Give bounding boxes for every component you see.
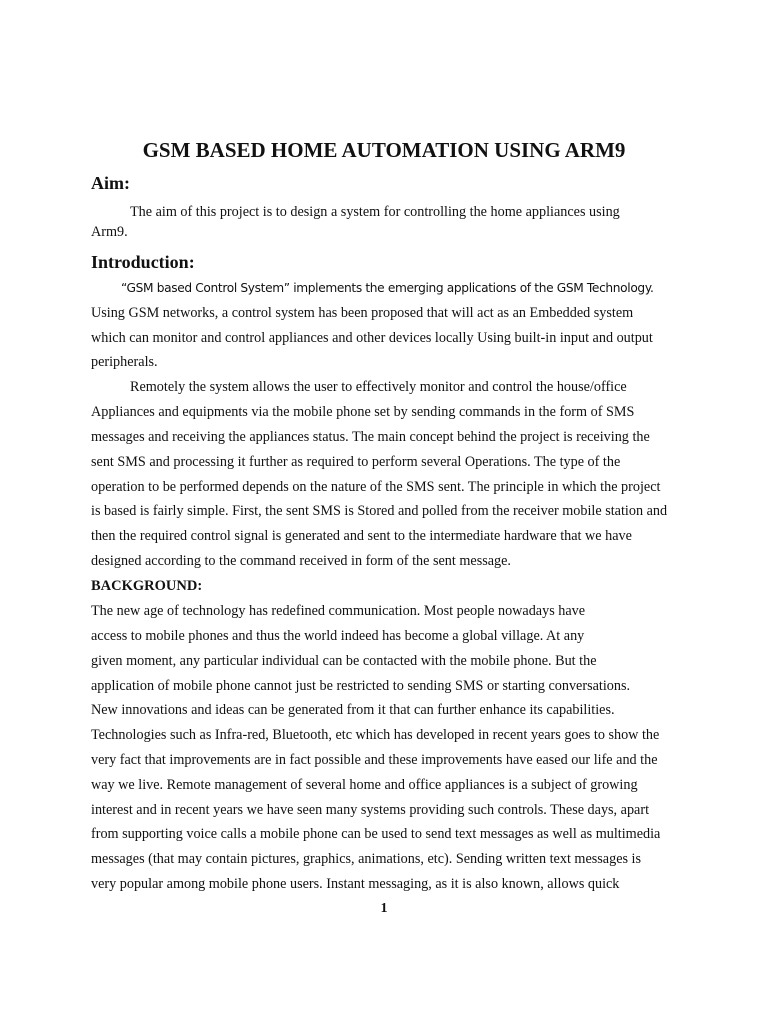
introduction-line: Using GSM networks, a control system has been proposed that will act as an Embedded system [91, 305, 634, 321]
background-line: The new age of technology has redefined communication. Most people nowadays have [91, 603, 586, 619]
background-line: from supporting voice calls a mobile phone can be used to send text messages as well as multimedia [91, 826, 661, 842]
introduction-line: then the required control signal is generated and sent to the intermediate hardware that we have [91, 528, 632, 544]
aim-heading: Aim: [91, 173, 130, 193]
aim-line: Arm9. [91, 224, 128, 240]
page-number: 1 [380, 901, 388, 916]
introduction-line: Remotely the system allows the user to effectively monitor and control the house/office [130, 379, 627, 395]
background-line: given moment, any particular individual can be contacted with the mobile phone. But the [91, 653, 597, 669]
introduction-line: Appliances and equipments via the mobile phone set by sending commands in the form of SMS [91, 404, 635, 420]
introduction-line: operation to be performed depends on the nature of the SMS sent. The principle in which the project [91, 479, 661, 495]
introduction-line: is based is fairly simple. First, the sent SMS is Stored and polled from the receiver mobile station and [91, 503, 668, 519]
background-line: Technologies such as Infra-red, Bluetooth, etc which has developed in recent years goes to show the [91, 727, 660, 743]
background-line: New innovations and ideas can be generated from it that can further enhance its capabilities. [91, 702, 615, 718]
background-line: interest and in recent years we have seen many systems providing such controls. These days, apart [91, 802, 650, 818]
background-heading: BACKGROUND: [91, 578, 203, 594]
background-line: access to mobile phones and thus the world indeed has become a global village. At any [91, 628, 585, 644]
background-line: application of mobile phone cannot just be restricted to sending SMS or starting conversations. [91, 678, 631, 694]
document-title: GSM BASED HOME AUTOMATION USING ARM9 [142, 138, 626, 162]
introduction-line: peripherals. [91, 354, 158, 370]
introduction-line: designed according to the command received in form of the sent message. [91, 553, 511, 569]
background-line: very fact that improvements are in fact possible and these improvements have eased our life and the [91, 752, 658, 768]
aim-line: The aim of this project is to design a system for controlling the home appliances using [130, 204, 620, 220]
background-line: messages (that may contain pictures, graphics, animations, etc). Sending written text messages is [91, 851, 642, 867]
background-line: way we live. Remote management of several home and office appliances is a subject of growing [91, 777, 638, 793]
introduction-line: sent SMS and processing it further as required to perform several Operations. The type of the [91, 454, 621, 470]
introduction-line: “GSM based Control System” implements the emerging applications of the GSM Technology. [121, 281, 654, 295]
background-line: very popular among mobile phone users. Instant messaging, as it is also known, allows quick [91, 876, 620, 892]
introduction-line: messages and receiving the appliances status. The main concept behind the project is receiving the [91, 429, 650, 445]
introduction-heading: Introduction: [91, 252, 195, 272]
introduction-line: which can monitor and control appliances and other devices locally Using built-in input and output [91, 330, 653, 346]
